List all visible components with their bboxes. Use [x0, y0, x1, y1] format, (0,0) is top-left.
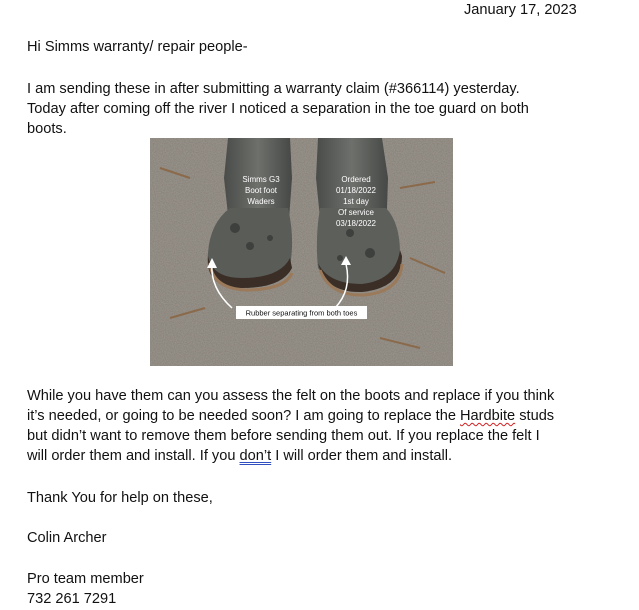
- photo-right-label-3: 1st day: [343, 197, 369, 206]
- spellcheck-word[interactable]: Hardbite: [460, 408, 516, 424]
- greeting: Hi Simms warranty/ repair people-: [27, 39, 248, 55]
- photo-right-label-1: Ordered: [341, 175, 371, 184]
- closing-thanks: Thank You for help on these,: [27, 490, 213, 506]
- paragraph-2-line-1: While you have them can you assess the felt on the boots and replace if you think: [27, 388, 555, 404]
- photo-left-label-3: Waders: [247, 197, 275, 206]
- paragraph-2-line-3: but didn’t want to remove them before sending them out. If you replace the felt I: [27, 428, 540, 444]
- paragraph-2-line-2-text: it’s needed, or going to be needed soon? I am going to replace the: [27, 408, 460, 424]
- paragraph-1-line-2: Today after coming off the river I noticed a separation in the toe guard on both: [27, 101, 529, 117]
- boots-photo: [150, 138, 453, 366]
- paragraph-2-line-2-end: studs: [515, 408, 555, 424]
- paragraph-2-line-2: [27, 406, 554, 426]
- photo-left-label-1: Simms G3: [242, 175, 280, 184]
- paragraph-2-line-4-a: will order them and install. If you: [27, 448, 240, 464]
- signature-name: Colin Archer: [27, 530, 107, 546]
- photo-right-label-2: 01/18/2022: [335, 186, 377, 195]
- photo-caption: Rubber separating from both toes: [245, 308, 358, 318]
- paragraph-2-line-4: [27, 446, 452, 466]
- paragraph-2-line-4-b: I will order them and install.: [271, 448, 453, 464]
- letter-date: January 17, 2023: [464, 2, 577, 18]
- signature-phone: 732 261 7291: [27, 591, 117, 607]
- paragraph-1-line-3: boots.: [27, 121, 67, 137]
- grammar-check-word[interactable]: don’t: [239, 448, 272, 464]
- signature-role: Pro team member: [27, 571, 144, 587]
- photo-right-label-4: Of service: [337, 208, 375, 217]
- photo-right-label-5: 03/18/2022: [335, 219, 377, 228]
- paragraph-1-line-1: I am sending these in after submitting a warranty claim (#366114) yesterday.: [27, 81, 520, 97]
- photo-left-label-2: Boot foot: [244, 186, 278, 195]
